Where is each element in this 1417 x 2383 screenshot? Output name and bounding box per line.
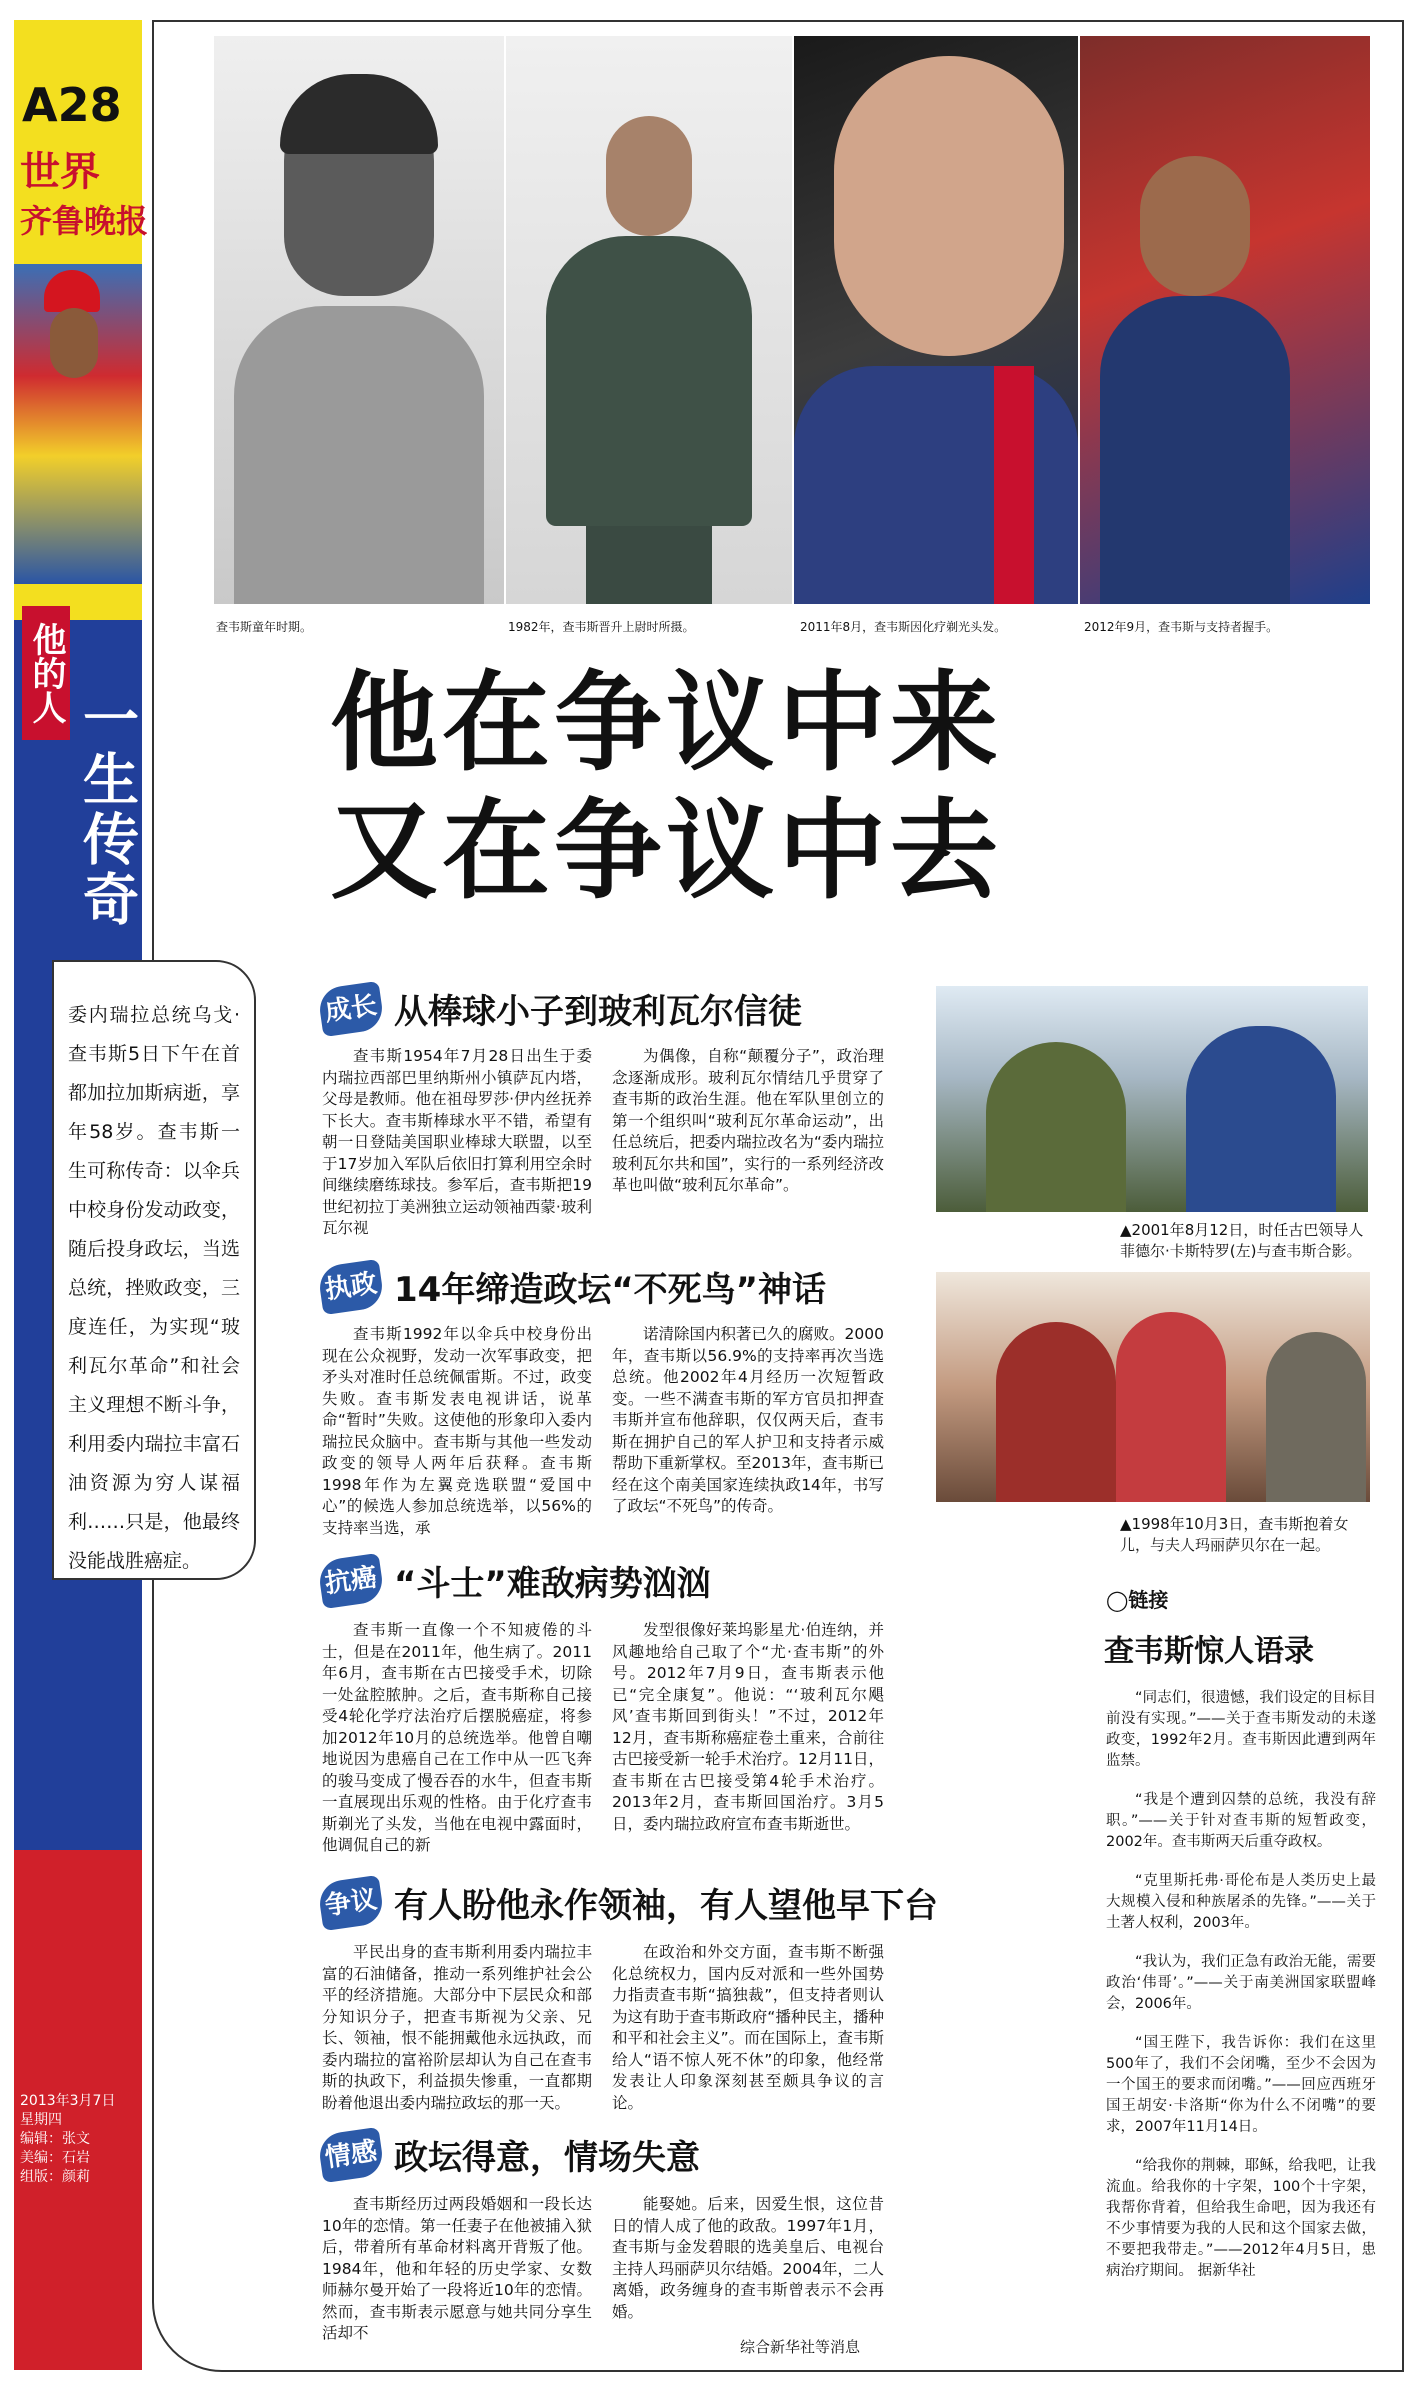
photo-caption: ▲1998年10月3日，查韦斯抱着女儿，与夫人玛丽萨贝尔在一起。 <box>1120 1515 1349 1554</box>
section-badge: 成长 <box>317 980 385 1036</box>
article-column: 查韦斯1992年以伞兵中校身份出现在公众视野，发动一次军事政变，把矛头对准时任总统佩雷斯。不过，政变失败。查韦斯发表电视讲话，说革命“暂时”失败。这使他的形象印入委内瑞拉民众脑中。查韦斯与其他一些发动政变的领导人两年后获释。查韦斯1998年作为左翼竞选联盟“爱国中心”的候选人参加总统选举，以56%的支持率当选，承 <box>322 1325 592 1537</box>
date-line: 2013年3月7日 <box>20 2093 116 2109</box>
section-title <box>320 1556 711 1605</box>
photo-supporters <box>1080 36 1370 604</box>
main-headline <box>330 660 1002 916</box>
side-photo <box>14 264 142 584</box>
photo-caption: 2012年9月，查韦斯与支持者握手。 <box>1084 620 1279 634</box>
section-title <box>320 984 802 1033</box>
quote-item: “我是个遭到囚禁的总统，我没有辞职。”——关于针对查韦斯的短暂政变，2002年。查韦斯两天后重夺政权。 <box>1106 1792 1376 1850</box>
column-title: 一生传奇 <box>74 690 139 930</box>
link-label: ◯链接 <box>1106 1588 1169 1612</box>
photo-caption: 查韦斯童年时期。 <box>216 620 313 634</box>
section-heading: 从棒球小子到玻利瓦尔信徒 <box>394 992 802 1032</box>
date-line: 编辑：张文 <box>20 2131 90 2147</box>
article-column: 能娶她。后来，因爱生恨，这位昔日的情人成了他的政敌。1997年1月，查韦斯与金发碧眼的选美皇后、电视台主持人玛丽萨贝尔结婚。2004年，二人离婚，政务缠身的查韦斯曾表示不会再婚。 <box>612 2195 884 2321</box>
quote-item: “我认为，我们正急有政治无能，需要政治‘伟哥’。”——关于南美洲国家联盟峰会，2006年。 <box>1106 1954 1376 2012</box>
section-badge: 情感 <box>317 2126 385 2182</box>
article-column: 查韦斯1954年7月28日出生于委内瑞拉西部巴里纳斯州小镇萨瓦内塔，父母是教师。他在祖母罗莎·伊内丝抚养下长大。查韦斯棒球水平不错，希望有朝一日登陆美国职业棒球大联盟，以至于17岁加入军队后依旧打算利用空余时间继续磨练球技。参军后，查韦斯把19世纪初拉丁美洲独立运动领袖西蒙·玻利瓦尔视 <box>322 1047 592 1237</box>
article-column: 平民出身的查韦斯利用委内瑞拉丰富的石油储备，推动一系列维护社会公平的经济措施。大部分中下层民众和部分知识分子，把查韦斯视为父亲、兄长、领袖，恨不能拥戴他永远执政，而委内瑞拉的富裕阶层却认为自己在查韦斯的执政下，利益损失惨重，一直都期盼着他退出委内瑞拉政坛的那一天。 <box>322 1943 592 2112</box>
date-info <box>20 2092 144 2187</box>
headline-line-1: 他在争议中来 <box>330 661 1003 786</box>
section-name: 世界 <box>20 149 100 195</box>
section-title <box>320 1878 938 1927</box>
photo-caption: 2011年8月，查韦斯因化疗剃光头发。 <box>800 620 1007 634</box>
quote-item: “同志们，很遗憾，我们设定的目标目前没有实现。”——关于查韦斯发动的未遂政变，1992年2月。查韦斯因此遭到两年监禁。 <box>1106 1690 1376 1769</box>
column-tag: 他的人 <box>22 606 70 740</box>
photo-childhood <box>214 36 504 604</box>
red-beret-shape <box>44 270 100 312</box>
credit-line: 综合新华社等消息 <box>740 2338 861 2356</box>
section-heading: “斗士”难敌病势汹汹 <box>394 1564 711 1604</box>
article-column: 在政治和外交方面，查韦斯不断强化总统权力，国内反对派和一些外国势力指责查韦斯“搞独裁”，但支持者则认为这有助于查韦斯政府“播种民主，播种和平和社会主义”。而在国际上，查韦斯给人“语不惊人死不休”的印象，他经常发表让人印象深刻甚至颇具争议的言论。 <box>612 1943 884 2112</box>
headline-line-2: 又在争议中去 <box>330 789 1003 914</box>
face-shape <box>50 308 98 378</box>
article-column: 为偶像，自称“颠覆分子”，政治理念逐渐成形。玻利瓦尔情结几乎贯穿了查韦斯的政治生涯。他在军队里创立的第一个组织叫“玻利瓦尔革命运动”，出任总统后，把委内瑞拉改名为“委内瑞拉玻利瓦尔共和国”，实行的一系列经济改革也叫做“玻利瓦尔革命”。 <box>612 1047 884 1194</box>
article-column: 查韦斯经历过两段婚姻和一段长达10年的恋情。第一任妻子在他被捕入狱后，带着所有革命材料离开背叛了他。1984年，他和年轻的历史学家、女数师赫尔曼开始了一段将近10年的恋情。然而，查韦斯表示愿意与她共同分享生活却不 <box>322 2195 592 2342</box>
quote-item: “克里斯托弗·哥伦布是人类历史上最大规模入侵和种族屠杀的先锋。”——关于土著人权利，2003年。 <box>1106 1873 1376 1931</box>
section-badge: 执政 <box>317 1258 385 1314</box>
intro-box: 委内瑞拉总统乌戈·查韦斯5日下午在首都加拉加斯病逝，享年58岁。查韦斯一生可称传奇：以伞兵中校身份发动政变，随后投身政坛，当选总统，挫败政变，三度连任，为实现“玻利瓦尔革命”和社会主义理想不断斗争，利用委内瑞拉丰富石油资源为穷人谋福利……只是，他最终没能战胜癌症。 <box>52 960 256 1580</box>
page-number: A28 <box>22 78 122 132</box>
section-heading: 政坛得意，情场失意 <box>394 2138 700 2178</box>
newspaper-logo: 齐鲁晚报 <box>20 202 149 240</box>
photo-caption: 1982年，查韦斯晋升上尉时所摄。 <box>508 620 695 634</box>
photo-castro <box>936 986 1368 1212</box>
photo-bald <box>794 36 1078 604</box>
section-title <box>320 1262 826 1311</box>
photo-caption: ▲2001年8月12日，时任古巴领导人菲德尔·卡斯特罗(左)与查韦斯合影。 <box>1120 1221 1364 1260</box>
section-badge: 争议 <box>317 1874 385 1930</box>
quote-item: “给我你的荆棘，耶稣，给我吧，让我流血。给我你的十字架，100个十字架，我帮你背着，但给我生命吧，因为我还有不少事情要为我的人民和这个国家去做，不要把我带走。”——2012年4月5日，患病治疗期间。 据新华社 <box>1106 2158 1376 2279</box>
quotes-title: 查韦斯惊人语录 <box>1104 1634 1314 1669</box>
article-column: 查韦斯一直像一个不知疲倦的斗士，但是在2011年，他生病了。2011年6月，查韦斯在古巴接受手术，切除一处盆腔脓肿。之后，查韦斯称自己接受4轮化学疗法治疗后摆脱癌症，将参加2012年10月的总统选举。他曾自嘲地说因为患癌自己在工作中从一匹飞奔的骏马变成了慢吞吞的水牛，但查韦斯一直展现出乐观的性格。由于化疗查韦斯剃光了头发，当他在电视中露面时，他调侃自己的新 <box>322 1621 592 1854</box>
photo-uniform <box>506 36 792 604</box>
quotes-list <box>1106 1688 1376 2300</box>
article-column: 发型很像好莱坞影星尤·伯连纳，并风趣地给自己取了个“尤·查韦斯”的外号。2012年7月9日，查韦斯表示他已“完全康复”。他说：“‘玻利瓦尔飓风’查韦斯回到街头！”不过，2012年12月，查韦斯称癌症卷土重来，合前往古巴接受新一轮手术治疗。12月11日，查韦斯在古巴接受第4轮手术治疗。2013年2月，查韦斯回国治疗。3月5日，委内瑞拉政府宣布查韦斯逝世。 <box>612 1621 884 1833</box>
date-line: 星期四 <box>20 2112 62 2128</box>
photo-family <box>936 1272 1370 1502</box>
date-line: 美编：石岩 <box>20 2150 90 2166</box>
section-heading: 14年缔造政坛“不死鸟”神话 <box>394 1270 827 1310</box>
quote-item: “国王陛下，我告诉你：我们在这里500年了，我们不会闭嘴，至少不会因为一个国王的要求而闭嘴。”——回应西班牙国王胡安·卡洛斯“你为什么不闭嘴”的要求，2007年11月14日。 <box>1106 2035 1376 2135</box>
section-title <box>320 2130 700 2179</box>
article-column: 诺清除国内积著已久的腐败。2000年，查韦斯以56.9%的支持率再次当选总统。他2002年4月经历一次短暂政变。一些不满查韦斯的军方官员扣押查韦斯并宣布他辞职，仅仅两天后，查韦斯在拥护自己的军人护卫和支持者示威帮助下重新掌权。至2013年，查韦斯已经在这个南美国家连续执政14年，书写了政坛“不死鸟”的传奇。 <box>612 1325 884 1515</box>
date-line: 组版：颜莉 <box>20 2169 90 2185</box>
section-heading: 有人盼他永作领袖，有人望他早下台 <box>394 1886 938 1926</box>
section-badge: 抗癌 <box>317 1552 385 1608</box>
